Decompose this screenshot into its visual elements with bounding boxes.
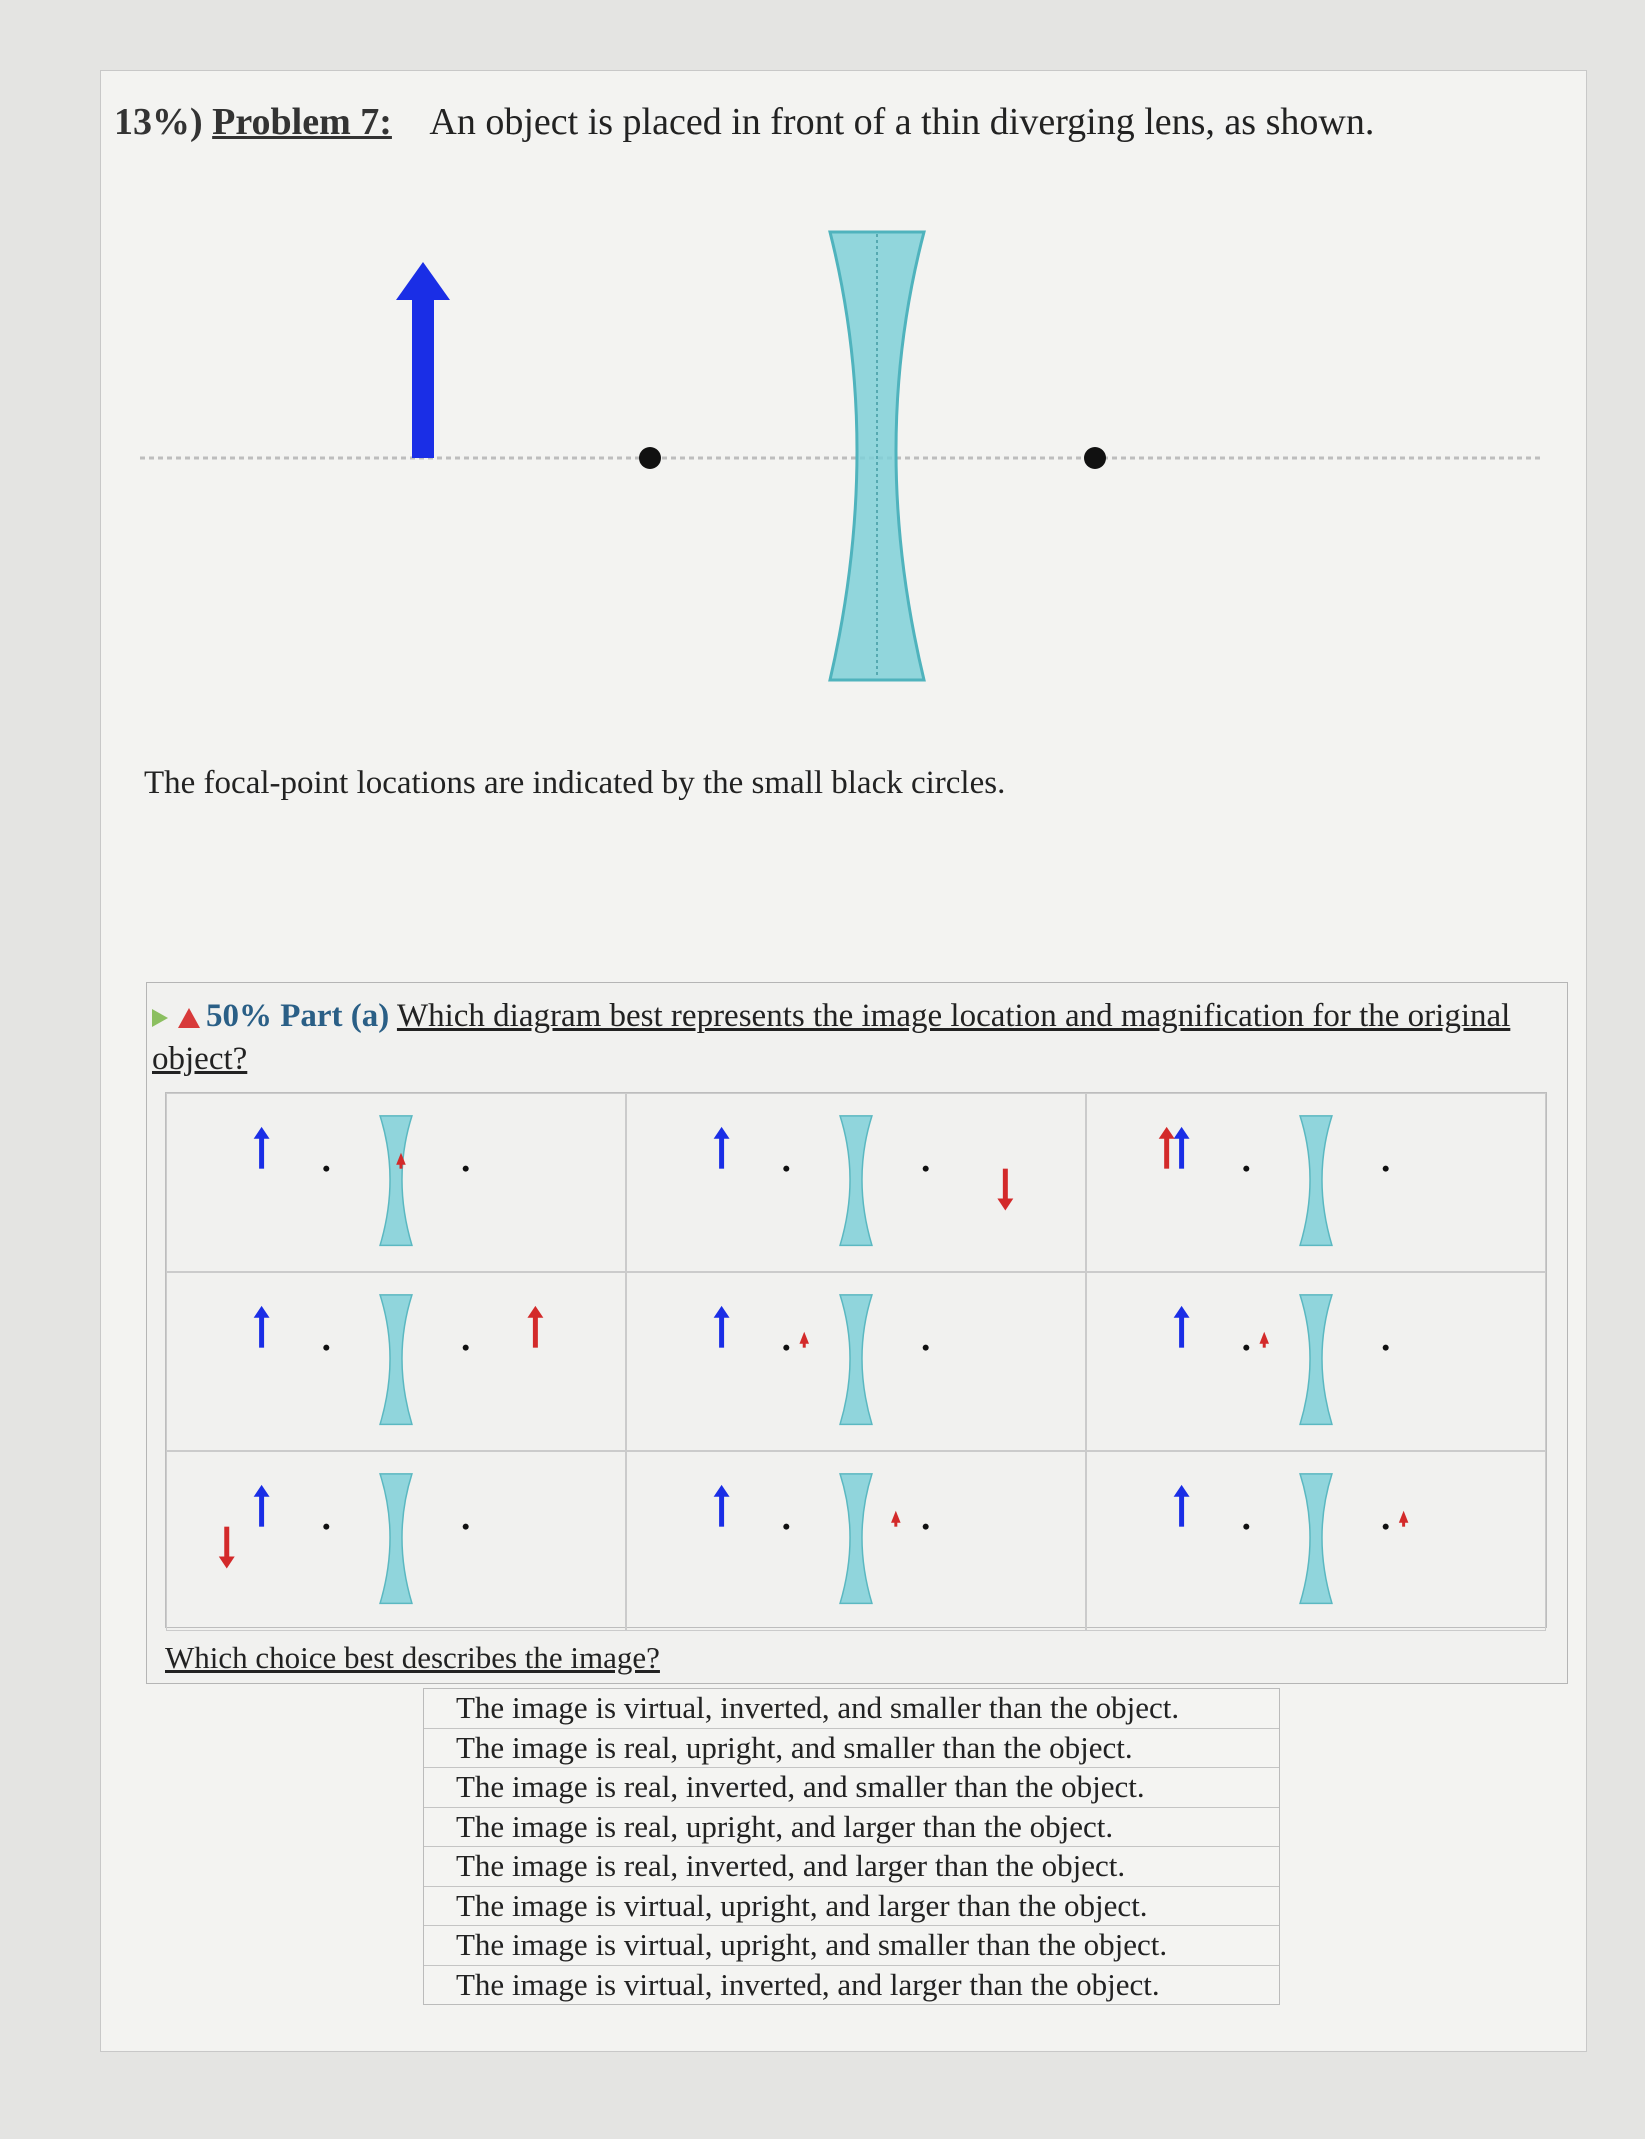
diagram-option-7[interactable] bbox=[166, 1451, 626, 1630]
diagram-option-2-figure bbox=[627, 1094, 1085, 1271]
focal-point-left bbox=[1243, 1166, 1249, 1172]
image-arrow bbox=[527, 1306, 543, 1348]
object-arrow bbox=[254, 1127, 270, 1169]
diverging-lens bbox=[830, 232, 924, 680]
image-arrow bbox=[1399, 1511, 1409, 1527]
image-arrow bbox=[997, 1169, 1013, 1211]
diagram-option-4[interactable] bbox=[166, 1272, 626, 1451]
object-arrow bbox=[254, 1485, 270, 1527]
diverging-lens bbox=[380, 1116, 412, 1245]
diagram-option-1-figure bbox=[167, 1094, 625, 1271]
image-arrow bbox=[799, 1332, 809, 1348]
image-arrow bbox=[1259, 1332, 1269, 1348]
focal-point-left bbox=[783, 1345, 789, 1351]
choice-6[interactable]: The image is virtual, upright, and larger than the object. bbox=[424, 1887, 1279, 1927]
image-arrow bbox=[1159, 1127, 1175, 1169]
object-arrow bbox=[396, 262, 450, 458]
focal-point-left bbox=[1243, 1345, 1249, 1351]
diagram-option-2[interactable] bbox=[626, 1093, 1086, 1272]
diagram-option-3[interactable] bbox=[1086, 1093, 1546, 1272]
diagram-options-grid bbox=[165, 1092, 1547, 1628]
object-arrow bbox=[714, 1485, 730, 1527]
part-a-percent: 50% Part (a) bbox=[206, 998, 390, 1034]
focal-point-left bbox=[1243, 1524, 1249, 1530]
diverging-lens bbox=[840, 1116, 872, 1245]
choice-3[interactable]: The image is real, inverted, and smaller than the object. bbox=[424, 1768, 1279, 1808]
focal-point-right bbox=[463, 1166, 469, 1172]
choice-4[interactable]: The image is real, upright, and larger than the object. bbox=[424, 1808, 1279, 1848]
focal-point-right bbox=[923, 1345, 929, 1351]
focal-point-left bbox=[783, 1524, 789, 1530]
choice-1[interactable]: The image is virtual, inverted, and smaller than the object. bbox=[424, 1689, 1279, 1729]
image-arrow bbox=[891, 1511, 901, 1527]
diagram-option-8[interactable] bbox=[626, 1451, 1086, 1630]
focal-point-left bbox=[639, 447, 661, 469]
diagram-option-5-figure bbox=[627, 1273, 1085, 1450]
object-arrow bbox=[254, 1306, 270, 1348]
image-arrow bbox=[219, 1527, 235, 1569]
diverging-lens bbox=[380, 1295, 412, 1424]
diverging-lens bbox=[840, 1474, 872, 1603]
focal-point-right bbox=[923, 1166, 929, 1172]
object-arrow bbox=[714, 1127, 730, 1169]
focal-point-left bbox=[323, 1166, 329, 1172]
focal-point-right bbox=[1383, 1345, 1389, 1351]
problem-percent: 13%) bbox=[114, 101, 203, 143]
focal-point-right bbox=[923, 1524, 929, 1530]
diagram-option-6-figure bbox=[1087, 1273, 1545, 1450]
diverging-lens bbox=[1300, 1474, 1332, 1603]
diagram-option-4-figure bbox=[167, 1273, 625, 1450]
diagram-option-1[interactable] bbox=[166, 1093, 626, 1272]
focal-point-left bbox=[323, 1345, 329, 1351]
focal-point-right bbox=[463, 1345, 469, 1351]
focal-point-left bbox=[783, 1166, 789, 1172]
diagram-option-9-figure bbox=[1087, 1452, 1545, 1629]
choice-5[interactable]: The image is real, inverted, and larger than the object. bbox=[424, 1847, 1279, 1887]
diagram-option-8-figure bbox=[627, 1452, 1085, 1629]
focal-point-note: The focal-point locations are indicated by the small black circles. bbox=[144, 765, 1006, 801]
problem-header bbox=[114, 100, 1374, 144]
problem-number: Problem 7: bbox=[212, 101, 392, 143]
diverging-lens bbox=[1300, 1295, 1332, 1424]
diagram-option-9[interactable] bbox=[1086, 1451, 1546, 1630]
choice-7[interactable]: The image is virtual, upright, and smaller than the object. bbox=[424, 1926, 1279, 1966]
diagram-option-3-figure bbox=[1087, 1094, 1545, 1271]
object-arrow bbox=[1174, 1485, 1190, 1527]
diagram-option-5[interactable] bbox=[626, 1272, 1086, 1451]
part-a-header bbox=[152, 995, 1542, 1081]
part-a-question: Which diagram best represents the image location and magnification for the original object? bbox=[152, 998, 1511, 1077]
focal-point-right bbox=[1383, 1166, 1389, 1172]
diverging-lens bbox=[1300, 1116, 1332, 1245]
object-arrow bbox=[714, 1306, 730, 1348]
choice-2[interactable]: The image is real, upright, and smaller than the object. bbox=[424, 1729, 1279, 1769]
focal-point-right bbox=[1084, 447, 1106, 469]
diverging-lens bbox=[380, 1474, 412, 1603]
play-icon[interactable] bbox=[152, 1009, 168, 1027]
warning-icon bbox=[178, 1008, 200, 1028]
diagram-option-6[interactable] bbox=[1086, 1272, 1546, 1451]
diagram-option-7-figure bbox=[167, 1452, 625, 1629]
focal-point-right bbox=[463, 1524, 469, 1530]
object-arrow bbox=[1174, 1127, 1190, 1169]
focal-point-right bbox=[1383, 1524, 1389, 1530]
main-lens-figure bbox=[140, 220, 1540, 700]
answer-choices bbox=[423, 1688, 1280, 2005]
describe-question: Which choice best describes the image? bbox=[165, 1640, 660, 1675]
diverging-lens bbox=[840, 1295, 872, 1424]
object-arrow bbox=[1174, 1306, 1190, 1348]
choice-8[interactable]: The image is virtual, inverted, and larger than the object. bbox=[424, 1966, 1279, 2005]
problem-statement: An object is placed in front of a thin diverging lens, as shown. bbox=[429, 101, 1375, 143]
focal-point-left bbox=[323, 1524, 329, 1530]
